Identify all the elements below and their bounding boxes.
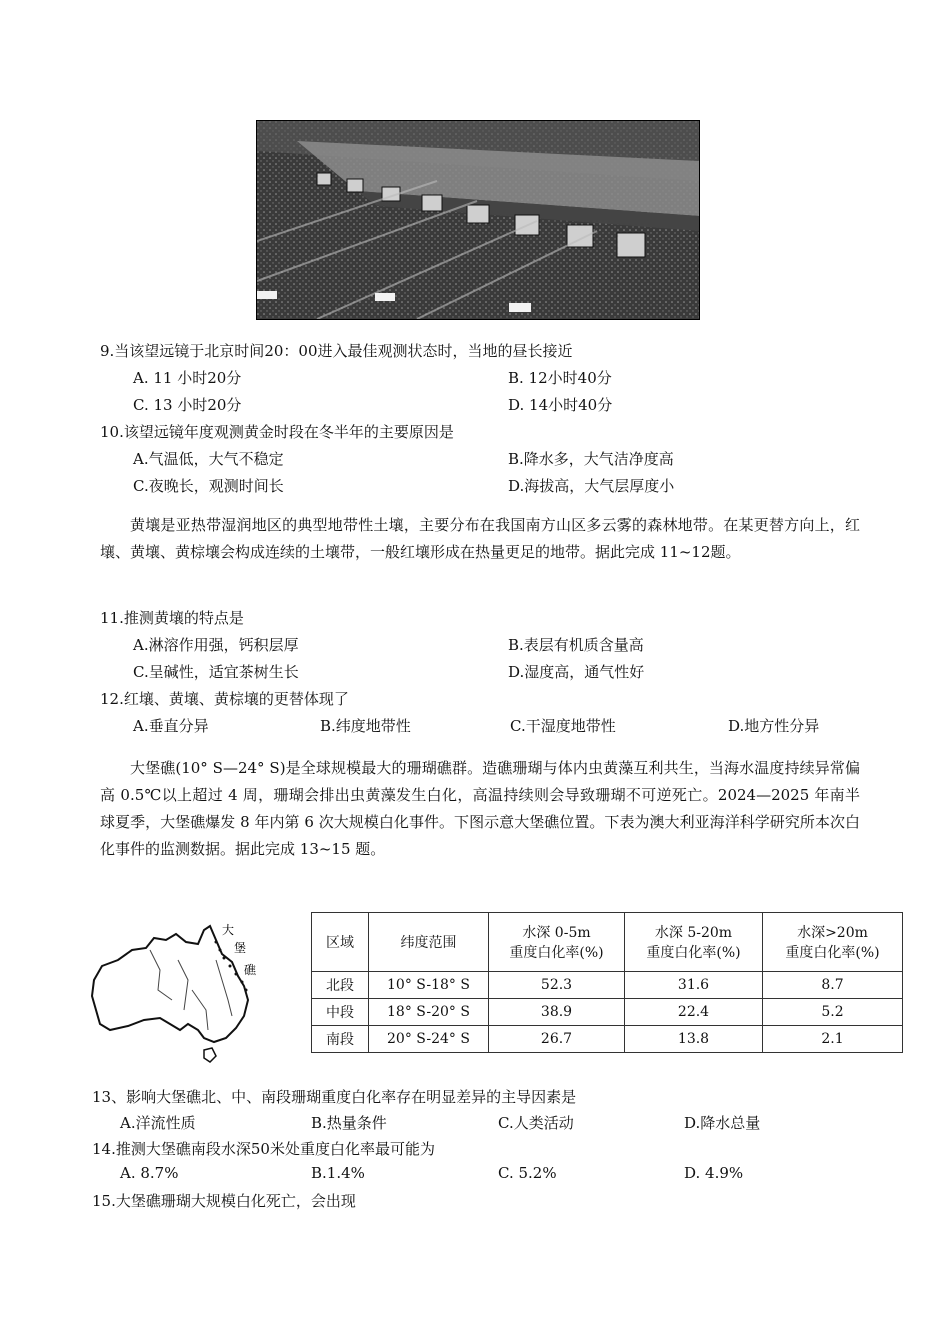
table-row: [312, 999, 903, 1026]
q9-option-b[interactable]: B. 12小时40分: [508, 369, 612, 387]
q11-option-c[interactable]: C.呈碱性，适宜茶树生长: [133, 663, 299, 681]
q9-option-d[interactable]: D. 14小时40分: [508, 396, 613, 414]
table-cell: 20° S-24° S: [369, 1026, 489, 1053]
header-depth-20plus-label: 水深>20m: [797, 925, 868, 941]
q12-option-c[interactable]: C.干湿度地带性: [510, 717, 616, 735]
table-cell: 22.4: [625, 999, 763, 1026]
table-cell: 10° S-18° S: [369, 972, 489, 999]
passage-great-barrier-reef: 大堡礁(10° S—24° S)是全球规模最大的珊瑚礁群。造礁珊瑚与体内虫黄藻互利共生，当海水温度持续异常偏高 0.5℃以上超过 4 周，珊瑚会排出虫黄藻发生白化，高温持续则会导致珊瑚不可逆死亡。2024—2025 年南半球夏季，大堡礁爆发 8 年内第 6 次大规模白化事件。下图示意大堡礁位置。下表为澳大利亚海洋科学研究所本次白化事件的监测数据。据此完成 13~15 题。: [100, 759, 860, 858]
header-latitude: 纬度范围: [369, 913, 489, 972]
telescope-photo: [256, 120, 700, 320]
q15-stem: 15.大堡礁珊瑚大规模白化死亡，会出现: [92, 1192, 356, 1210]
passage-yellow-soil: 黄壤是亚热带湿润地区的典型地带性土壤，主要分布在我国南方山区多云雾的森林地带。在某更替方向上，红壤、黄壤、黄棕壤会构成连续的土壤带，一般红壤形成在热量更足的地带。据此完成 11~12题。: [100, 516, 860, 561]
q14-option-c[interactable]: C. 5.2%: [498, 1164, 557, 1182]
q14-option-d[interactable]: D. 4.9%: [684, 1164, 744, 1182]
q10-option-a[interactable]: A.气温低，大气不稳定: [133, 450, 284, 468]
header-depth-5-20-sub: 重度白化率(%): [646, 945, 741, 961]
q14-stem: 14.推测大堡礁南段水深50米处重度白化率最可能为: [92, 1140, 435, 1158]
q11-option-b[interactable]: B.表层有机质含量高: [508, 636, 644, 654]
q13-option-a[interactable]: A.洋流性质: [120, 1114, 196, 1132]
header-depth-20plus: [763, 913, 903, 972]
q14-option-b[interactable]: B.1.4%: [311, 1164, 365, 1182]
table-cell: 13.8: [625, 1026, 763, 1053]
q11-option-a[interactable]: A.淋溶作用强，钙积层厚: [133, 636, 299, 654]
q13-option-d[interactable]: D.降水总量: [684, 1114, 761, 1132]
header-depth-20plus-sub: 重度白化率(%): [785, 945, 880, 961]
table-cell: 5.2: [763, 999, 903, 1026]
header-depth-5-20-label: 水深 5-20m: [654, 925, 733, 941]
q12-stem: 12.红壤、黄壤、黄棕壤的更替体现了: [100, 690, 349, 708]
table-cell: 26.7: [489, 1026, 625, 1053]
q10-option-b[interactable]: B.降水多，大气洁净度高: [508, 450, 674, 468]
table-cell: 8.7: [763, 972, 903, 999]
map-label-char-2: 堡: [234, 941, 247, 955]
header-region: 区域: [312, 913, 369, 972]
q9-option-a[interactable]: A. 11 小时20分: [133, 369, 242, 387]
q11-option-d[interactable]: D.湿度高，通气性好: [508, 663, 645, 681]
q13-option-c[interactable]: C.人类活动: [498, 1114, 574, 1132]
header-depth-0-5-sub: 重度白化率(%): [509, 945, 604, 961]
map-label-char-3: 礁: [244, 963, 257, 977]
q9-stem: 9.当该望远镜于北京时间20：00进入最佳观测状态时，当地的昼长接近: [100, 342, 573, 360]
q11-stem: 11.推测黄壤的特点是: [100, 609, 244, 627]
australia-map: [88, 920, 266, 1070]
q12-option-a[interactable]: A.垂直分异: [133, 717, 209, 735]
table-cell: 18° S-20° S: [369, 999, 489, 1026]
table-cell: 2.1: [763, 1026, 903, 1053]
table-cell: 31.6: [625, 972, 763, 999]
q13-stem: 13、影响大堡礁北、中、南段珊瑚重度白化率存在明显差异的主导因素是: [92, 1088, 577, 1106]
q12-option-d[interactable]: D.地方性分异: [728, 717, 820, 735]
q10-stem: 10.该望远镜年度观测黄金时段在冬半年的主要原因是: [100, 423, 454, 441]
table-cell: 北段: [312, 972, 369, 999]
table-header-row: [312, 913, 903, 972]
table-row: [312, 1026, 903, 1053]
table-cell: 38.9: [489, 999, 625, 1026]
table-row: [312, 972, 903, 999]
table-cell: 南段: [312, 1026, 369, 1053]
header-depth-0-5: [489, 913, 625, 972]
table-cell: 中段: [312, 999, 369, 1026]
header-depth-0-5-label: 水深 0-5m: [522, 925, 591, 941]
map-label-char-1: 大: [222, 923, 235, 937]
table-cell: 52.3: [489, 972, 625, 999]
q10-option-d[interactable]: D.海拔高，大气层厚度小: [508, 477, 675, 495]
bleaching-data-table: [311, 912, 903, 1053]
q14-option-a[interactable]: A. 8.7%: [120, 1164, 179, 1182]
q10-option-c[interactable]: C.夜晚长，观测时间长: [133, 477, 284, 495]
q9-option-c[interactable]: C. 13 小时20分: [133, 396, 242, 414]
q13-option-b[interactable]: B.热量条件: [311, 1114, 387, 1132]
header-depth-5-20: [625, 913, 763, 972]
q12-option-b[interactable]: B.纬度地带性: [320, 717, 411, 735]
